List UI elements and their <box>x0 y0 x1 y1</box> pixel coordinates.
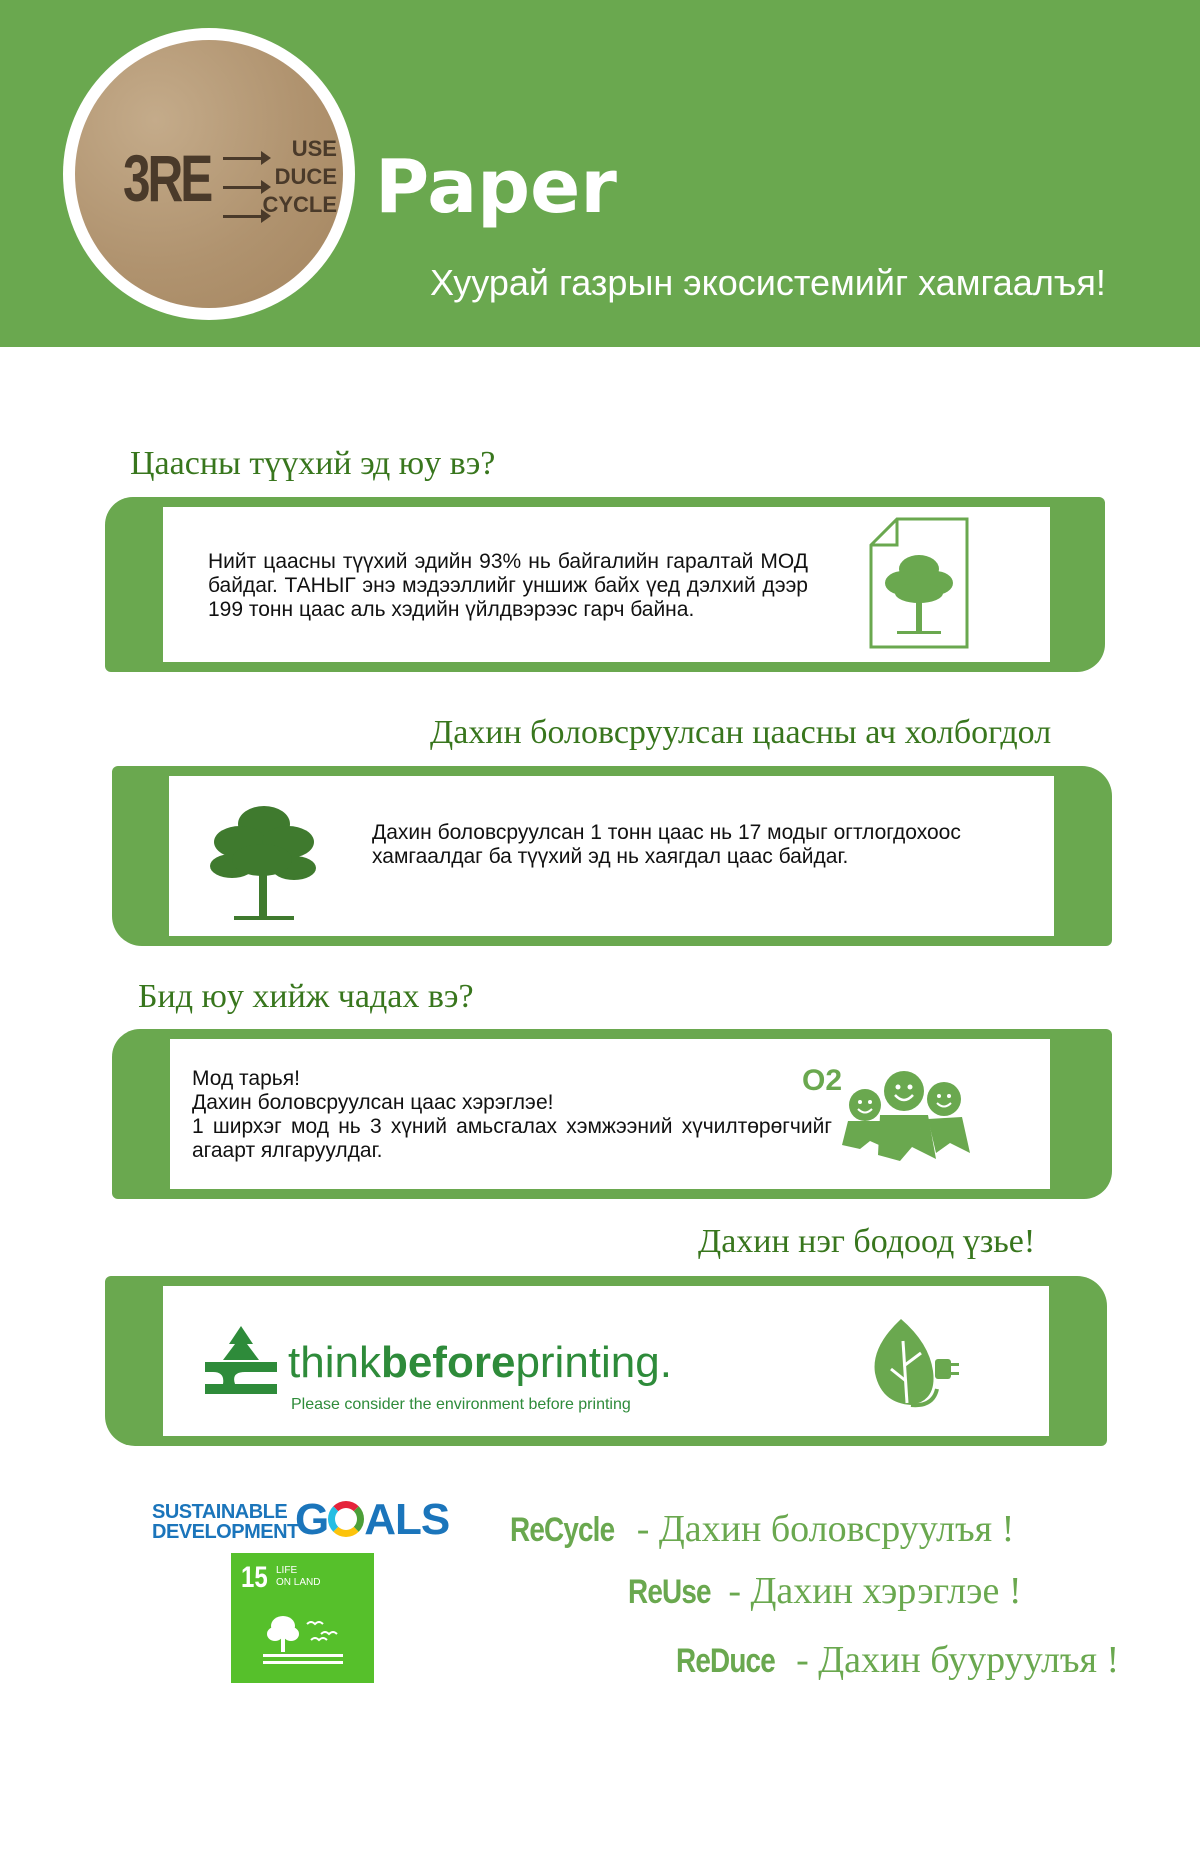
logo-dot: . <box>659 1338 672 1387</box>
page-subtitle: Хуурай газрын экосистемийг хамгаалъя! <box>430 262 1106 303</box>
info-band-what-we-can-do <box>112 1029 1112 1199</box>
slogan-text: Дахин хэрэглэе ! <box>750 1570 1022 1612</box>
happy-people-icon <box>840 1069 970 1169</box>
sdg-goal-label-1: LIFE <box>276 1565 298 1576</box>
logo-tagline: Please consider the environment before printing <box>291 1396 631 1413</box>
info-text-recycled-importance: Дахин боловсруулсан 1 тонн цаас нь 17 модыг огтлогдохоос хамгаалдаг ба түүхий эд нь хаягдал цаас байдаг. <box>372 821 961 868</box>
slogan-sep: - <box>627 1508 659 1550</box>
sdg-goals-word <box>295 1495 450 1544</box>
logo-word-use: USE <box>291 136 337 161</box>
sdg-goal-15-tile <box>231 1553 374 1683</box>
logo-3re-text: 3RE <box>123 141 211 215</box>
think-before-printing-logo-icon <box>205 1326 277 1396</box>
sdg-line1: SUSTAINABLE <box>152 1501 288 1523</box>
slogan-text: Дахин бууруулъя ! <box>818 1639 1120 1681</box>
logo-word-cycle: CYCLE <box>262 192 337 217</box>
slogan-sep: - <box>786 1639 819 1681</box>
info-card <box>170 1039 1050 1189</box>
slogan-reduce <box>676 1641 1119 1679</box>
o2-label: O2 <box>802 1064 843 1097</box>
section-heading-recycled-importance: Дахин боловсруулсан цаасны ач холбогдол <box>430 714 1052 751</box>
slogan-key: ReUse <box>628 1573 711 1611</box>
info-band-recycled-importance <box>112 766 1112 946</box>
think-before-printing-logo <box>288 1338 672 1387</box>
logo-words <box>225 135 337 219</box>
logo-printing: printing <box>515 1338 660 1387</box>
sdg-goals-g: G <box>295 1495 329 1544</box>
info-lines <box>192 1067 832 1163</box>
logo-word-duce: DUCE <box>274 164 337 189</box>
sdg-goal-label <box>276 1565 320 1589</box>
logo-before: before <box>380 1338 516 1387</box>
header-banner <box>0 0 1200 347</box>
slogan-sep: - <box>718 1570 751 1612</box>
sdg-goals-rest: ALS <box>364 1495 450 1544</box>
line-plant-tree: Мод тарья! <box>192 1067 300 1090</box>
3re-logo <box>63 28 355 320</box>
sdg-wheel-icon <box>328 1501 364 1537</box>
slogan-key: ReDuce <box>676 1642 775 1680</box>
info-card <box>163 1286 1049 1436</box>
section-heading-think-again: Дахин нэг бодоод үзье! <box>698 1223 1036 1260</box>
paper-tree-icon <box>863 517 975 649</box>
info-card <box>169 776 1054 936</box>
info-band-think-again <box>105 1276 1107 1446</box>
tree-icon <box>204 796 319 922</box>
sdg-goal-number: 15 <box>241 1561 268 1594</box>
section-heading-what-we-can-do: Бид юу хийж чадах вэ? <box>138 978 474 1015</box>
info-text-oxygen: 1 ширхэг мод нь 3 хүний амьсгалах хэмжээний хүчилтөрөгчийг агаарт ялгаруулдаг. <box>192 1115 832 1162</box>
logo-think: think <box>288 1338 381 1387</box>
info-text-raw-material: Нийт цаасны түүхий эдийн 93% нь байгалийн гаралтай МОД байдаг. ТАНЫГ энэ мэдээллийг уншиж байх үед дэлхий дээр 199 тонн цаас аль хэдийн үйлдвэрээс гарч байна. <box>208 550 808 621</box>
life-on-land-icon <box>263 1608 343 1668</box>
sdg-line2: DEVELOPMENT <box>152 1521 299 1543</box>
page-title: Paper <box>375 144 617 230</box>
section-heading-raw-material: Цаасны түүхий эд юу вэ? <box>130 445 496 482</box>
line-use-recycled: Дахин боловсруулсан цаас хэрэглэе! <box>192 1091 554 1114</box>
slogan-reuse <box>628 1572 1021 1610</box>
info-card <box>163 507 1050 662</box>
info-band-raw-material <box>105 497 1105 672</box>
cardboard-disc <box>75 40 343 308</box>
sdg-goal-label-2: ON LAND <box>276 1577 321 1588</box>
slogan-text: Дахин боловсруулъя ! <box>658 1508 1015 1550</box>
leaf-plug-icon <box>863 1311 963 1411</box>
slogan-key: ReCycle <box>510 1511 615 1549</box>
slogan-recycle <box>510 1510 1014 1548</box>
